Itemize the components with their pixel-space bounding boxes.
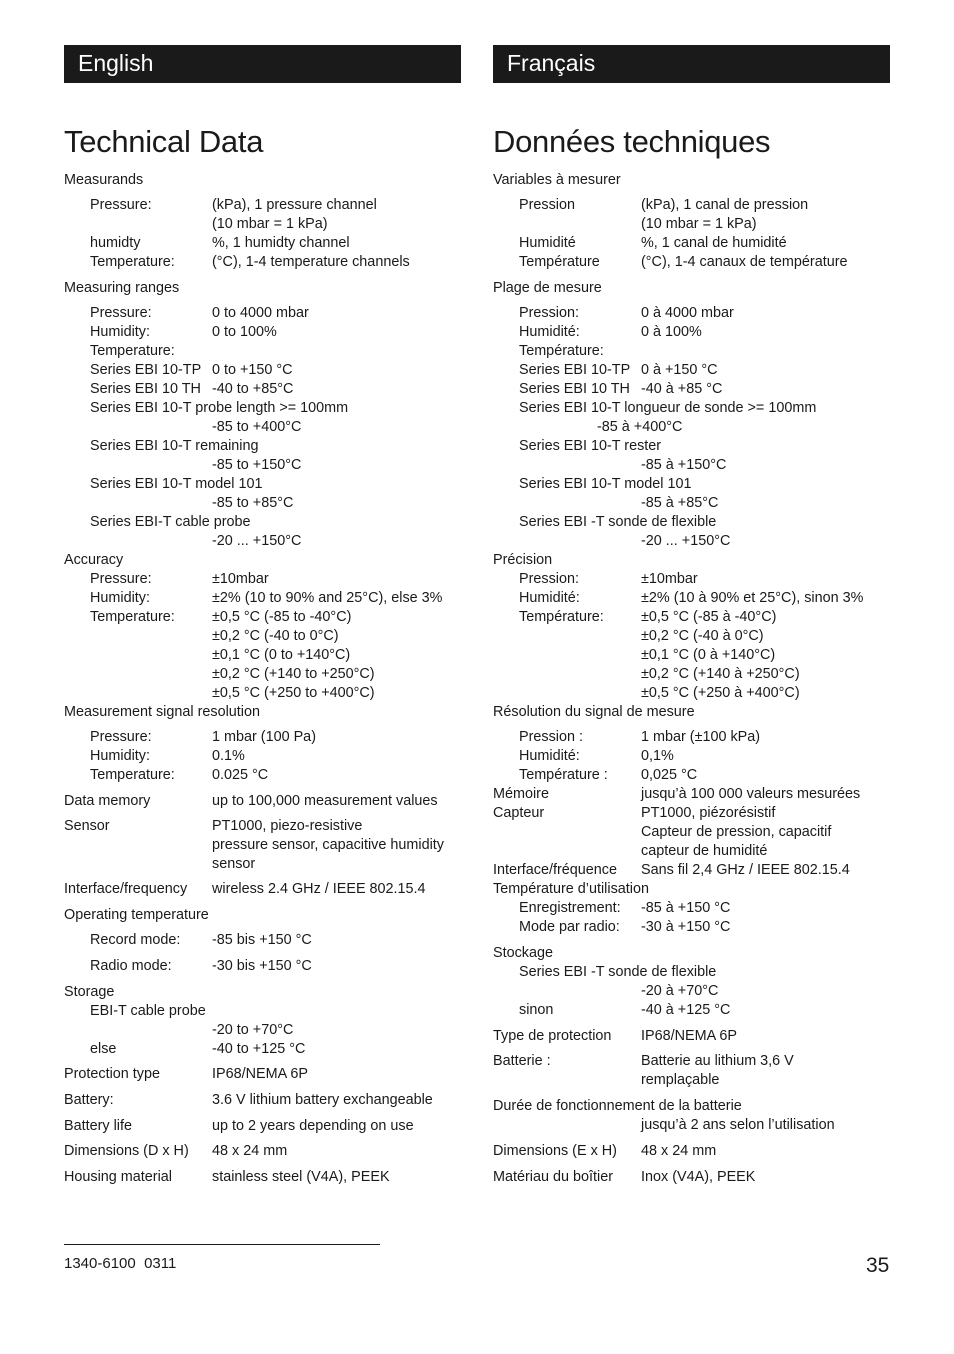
spec-value: up to 2 years depending on use xyxy=(212,1118,414,1134)
spec-row xyxy=(493,323,890,342)
spec-row xyxy=(493,804,890,823)
spec-value: jusqu’à 2 ans selon l’utilisation xyxy=(641,1117,835,1133)
section-label: Measurement signal resolution xyxy=(64,704,260,720)
spec-value: -85 à +85°C xyxy=(641,495,719,511)
spec-value: 3.6 V lithium battery exchangeable xyxy=(212,1092,433,1108)
spec-row xyxy=(493,728,890,747)
spec-label: Humidity: xyxy=(90,748,150,764)
spec-value: remplaçable xyxy=(641,1072,720,1088)
section-label: Résolution du signal de mesure xyxy=(493,704,695,720)
spec-row xyxy=(64,855,461,874)
spec-value: 0 to 4000 mbar xyxy=(212,305,309,321)
spec-value: 48 x 24 mm xyxy=(641,1143,717,1159)
spec-row xyxy=(64,234,461,253)
spec-value: -20 ... +150°C xyxy=(641,533,731,549)
spec-row xyxy=(64,957,461,976)
spec-row xyxy=(64,215,461,234)
spec-value: -20 ... +150°C xyxy=(212,533,302,549)
spec-label: Series EBI -T sonde de flexible xyxy=(519,964,717,980)
section-label: Durée de fonctionnement de la batterie xyxy=(493,1098,742,1114)
spec-row xyxy=(493,234,890,253)
spec-value: 0 à 4000 mbar xyxy=(641,305,734,321)
spec-row xyxy=(493,842,890,861)
spec-row xyxy=(493,1142,890,1161)
section-heading xyxy=(493,944,890,963)
spec-value: Inox (V4A), PEEK xyxy=(641,1169,756,1185)
spec-value: %, 1 canal de humidité xyxy=(641,235,787,251)
spec-value: ±0,5 °C (+250 à +400°C) xyxy=(641,685,800,701)
spec-value: ±2% (10 à 90% et 25°C), sinon 3% xyxy=(641,590,864,606)
spec-value: -85 bis +150 °C xyxy=(212,932,312,948)
spec-value: 0 to 100% xyxy=(212,324,277,340)
spec-value: PT1000, piezo-resistive xyxy=(212,818,363,834)
spec-label: Humidité: xyxy=(519,590,580,606)
spec-value: 48 x 24 mm xyxy=(212,1143,288,1159)
spec-value: ±0,2 °C (+140 to +250°C) xyxy=(212,666,375,682)
spec-value: jusqu’à 100 000 valeurs mesurées xyxy=(641,786,861,802)
spec-list-french xyxy=(493,171,890,1187)
spec-row xyxy=(493,608,890,627)
spec-label: Temperature: xyxy=(90,767,175,783)
page-title-french: Données techniques xyxy=(493,124,771,159)
spec-row xyxy=(64,747,461,766)
spec-value: 0,1% xyxy=(641,748,674,764)
spec-row xyxy=(64,792,461,811)
spec-row xyxy=(64,836,461,855)
section-heading xyxy=(493,703,890,728)
spec-value: (°C), 1-4 temperature channels xyxy=(212,254,410,270)
spec-row xyxy=(64,399,461,418)
spec-row xyxy=(64,880,461,899)
spec-row xyxy=(64,361,461,380)
spec-row xyxy=(493,304,890,323)
spec-label: Record mode: xyxy=(90,932,181,948)
spec-value: sensor xyxy=(212,856,256,872)
spec-value: PT1000, piézorésistif xyxy=(641,805,776,821)
spec-value: -40 à +125 °C xyxy=(641,1002,731,1018)
document-code: 1340-6100 0311 xyxy=(64,1255,177,1272)
spec-label: Pression: xyxy=(519,305,579,321)
spec-value: Batterie au lithium 3,6 V xyxy=(641,1053,794,1069)
section-heading xyxy=(64,171,461,196)
french-column xyxy=(493,45,890,1187)
spec-row xyxy=(64,253,461,272)
spec-value: 0,025 °C xyxy=(641,767,698,783)
spec-value: pressure sensor, capacitive humidity xyxy=(212,837,444,853)
spec-row xyxy=(64,323,461,342)
spec-value: (kPa), 1 pressure channel xyxy=(212,197,377,213)
spec-row xyxy=(64,1040,461,1059)
spec-row xyxy=(493,570,890,589)
spec-row xyxy=(493,513,890,532)
spec-row xyxy=(64,418,461,437)
language-header-french: Français xyxy=(493,45,890,83)
spec-label: Type de protection xyxy=(493,1028,612,1044)
spec-label: Protection type xyxy=(64,1066,160,1082)
section-heading xyxy=(493,880,890,899)
spec-row xyxy=(64,475,461,494)
spec-row xyxy=(493,766,890,785)
spec-value: %, 1 humidty channel xyxy=(212,235,350,251)
spec-value: 1 mbar (±100 kPa) xyxy=(641,729,761,745)
spec-label: Series EBI -T sonde de flexible xyxy=(519,514,717,530)
spec-row xyxy=(493,665,890,684)
spec-row xyxy=(64,665,461,684)
spec-value: IP68/NEMA 6P xyxy=(212,1066,308,1082)
spec-row xyxy=(493,627,890,646)
spec-label: Pressure: xyxy=(90,729,152,745)
spec-value: ±0,2 °C (-40 to 0°C) xyxy=(212,628,339,644)
footer-divider xyxy=(64,1244,380,1245)
section-label: Operating temperature xyxy=(64,907,209,923)
section-label: Température d’utilisation xyxy=(493,881,649,897)
spec-label: Pressure: xyxy=(90,571,152,587)
spec-value: ±0,1 °C (0 to +140°C) xyxy=(212,647,351,663)
spec-value: (10 mbar = 1 kPa) xyxy=(212,216,328,232)
spec-label: else xyxy=(90,1041,117,1057)
spec-label: Series EBI 10 TH xyxy=(90,381,201,397)
spec-value: -85 à +150°C xyxy=(641,457,727,473)
spec-label: Battery: xyxy=(64,1092,114,1108)
page-title-english: Technical Data xyxy=(64,124,264,159)
spec-label: Series EBI 10-T remaining xyxy=(90,438,259,454)
spec-label: Humidité: xyxy=(519,748,580,764)
spec-label: Température: xyxy=(519,609,604,625)
spec-row xyxy=(64,627,461,646)
spec-label: Température: xyxy=(519,343,604,359)
section-heading xyxy=(64,703,461,728)
spec-value: 0.025 °C xyxy=(212,767,269,783)
section-heading xyxy=(493,171,890,196)
spec-label: Température xyxy=(519,254,600,270)
spec-value: -20 à +70°C xyxy=(641,983,719,999)
spec-row xyxy=(64,532,461,551)
spec-value: ±0,2 °C (+140 à +250°C) xyxy=(641,666,800,682)
spec-row xyxy=(493,1116,890,1135)
section-label: Variables à mesurer xyxy=(493,172,621,188)
spec-value: stainless steel (V4A), PEEK xyxy=(212,1169,390,1185)
spec-row xyxy=(493,646,890,665)
spec-label: Series EBI 10 TH xyxy=(519,381,630,397)
language-header-english: English xyxy=(64,45,461,83)
section-heading xyxy=(64,983,461,1002)
spec-value: -30 bis +150 °C xyxy=(212,958,312,974)
spec-label: Series EBI 10-T model 101 xyxy=(519,476,692,492)
spec-value: capteur de humidité xyxy=(641,843,768,859)
spec-row xyxy=(64,646,461,665)
spec-row xyxy=(493,1001,890,1020)
spec-value: ±0,5 °C (-85 to -40°C) xyxy=(212,609,352,625)
spec-label: Battery life xyxy=(64,1118,132,1134)
spec-label: Température : xyxy=(519,767,608,783)
spec-value: ±0,5 °C (-85 à -40°C) xyxy=(641,609,777,625)
spec-label: Sensor xyxy=(64,818,110,834)
spec-row xyxy=(64,570,461,589)
spec-row xyxy=(493,589,890,608)
spec-value: IP68/NEMA 6P xyxy=(641,1028,737,1044)
spec-label: Housing material xyxy=(64,1169,172,1185)
spec-label: Interface/fréquence xyxy=(493,862,617,878)
spec-label: EBI-T cable probe xyxy=(90,1003,206,1019)
spec-row xyxy=(64,1065,461,1084)
spec-row xyxy=(64,1117,461,1136)
spec-label: Series EBI 10-TP xyxy=(90,362,202,378)
section-heading xyxy=(493,551,890,570)
spec-row xyxy=(64,1021,461,1040)
section-label: Measuring ranges xyxy=(64,280,180,296)
spec-row xyxy=(64,817,461,836)
spec-value: -85 à +400°C xyxy=(597,419,683,435)
spec-label: Humidity: xyxy=(90,590,150,606)
spec-row xyxy=(64,608,461,627)
spec-value: ±0,1 °C (0 à +140°C) xyxy=(641,647,776,663)
spec-value: Capteur de pression, capacitif xyxy=(641,824,832,840)
spec-label: Humidity: xyxy=(90,324,150,340)
spec-label: Pression: xyxy=(519,571,579,587)
section-heading xyxy=(493,1097,890,1116)
spec-value: up to 100,000 measurement values xyxy=(212,793,438,809)
spec-value: 0.1% xyxy=(212,748,245,764)
spec-value: -20 to +70°C xyxy=(212,1022,294,1038)
spec-row xyxy=(64,589,461,608)
spec-row xyxy=(493,1027,890,1046)
spec-row xyxy=(64,513,461,532)
spec-row xyxy=(493,418,890,437)
spec-row xyxy=(493,532,890,551)
spec-row xyxy=(493,196,890,215)
spec-value: -30 à +150 °C xyxy=(641,919,731,935)
spec-row xyxy=(493,342,890,361)
spec-row xyxy=(493,1168,890,1187)
spec-row xyxy=(493,1071,890,1090)
spec-value: ±2% (10 to 90% and 25°C), else 3% xyxy=(212,590,443,606)
spec-label: Temperature: xyxy=(90,609,175,625)
spec-label: Temperature: xyxy=(90,254,175,270)
spec-value: 0 à +150 °C xyxy=(641,362,718,378)
english-column xyxy=(64,45,461,1187)
spec-label: Data memory xyxy=(64,793,151,809)
spec-label: Series EBI 10-T rester xyxy=(519,438,662,454)
spec-value: ±0,2 °C (-40 à 0°C) xyxy=(641,628,764,644)
spec-label: Mode par radio: xyxy=(519,919,620,935)
spec-label: Series EBI 10-T model 101 xyxy=(90,476,263,492)
spec-row xyxy=(493,456,890,475)
spec-value: -40 à +85 °C xyxy=(641,381,723,397)
spec-row xyxy=(493,899,890,918)
spec-value: (°C), 1-4 canaux de température xyxy=(641,254,848,270)
spec-value: -85 à +150 °C xyxy=(641,900,731,916)
spec-value: -40 to +125 °C xyxy=(212,1041,306,1057)
spec-value: 0 à 100% xyxy=(641,324,702,340)
spec-label: Pressure: xyxy=(90,305,152,321)
spec-row xyxy=(64,437,461,456)
spec-label: humidty xyxy=(90,235,141,251)
section-heading xyxy=(493,279,890,304)
spec-row xyxy=(493,253,890,272)
spec-row xyxy=(493,918,890,937)
spec-row xyxy=(64,196,461,215)
section-label: Stockage xyxy=(493,945,554,961)
spec-value: 0 to +150 °C xyxy=(212,362,293,378)
section-heading xyxy=(64,279,461,304)
spec-list-english xyxy=(64,171,461,1187)
section-heading xyxy=(64,551,461,570)
spec-row xyxy=(64,766,461,785)
spec-row xyxy=(64,1168,461,1187)
spec-label: Interface/frequency xyxy=(64,881,188,897)
spec-row xyxy=(493,684,890,703)
spec-row xyxy=(64,494,461,513)
spec-row xyxy=(64,304,461,323)
spec-row xyxy=(64,342,461,361)
section-label: Storage xyxy=(64,984,115,1000)
spec-row xyxy=(493,982,890,1001)
section-heading xyxy=(64,906,461,925)
spec-row xyxy=(493,437,890,456)
spec-label: Humidité: xyxy=(519,324,580,340)
spec-value: (10 mbar = 1 kPa) xyxy=(641,216,757,232)
spec-row xyxy=(493,399,890,418)
spec-label: Pression xyxy=(519,197,575,213)
spec-value: -85 to +400°C xyxy=(212,419,302,435)
spec-label: Batterie : xyxy=(493,1053,551,1069)
spec-label: Capteur xyxy=(493,805,545,821)
spec-label: Dimensions (D x H) xyxy=(64,1143,189,1159)
spec-value: -85 to +85°C xyxy=(212,495,294,511)
spec-label: Temperature: xyxy=(90,343,175,359)
spec-row xyxy=(64,456,461,475)
spec-row xyxy=(64,684,461,703)
spec-value: Sans fil 2,4 GHz / IEEE 802.15.4 xyxy=(641,862,850,878)
spec-label: Series EBI 10-TP xyxy=(519,362,631,378)
page-number: 35 xyxy=(866,1254,890,1277)
spec-label: Enregistrement: xyxy=(519,900,621,916)
spec-row xyxy=(493,475,890,494)
spec-value: ±10mbar xyxy=(212,571,269,587)
spec-row xyxy=(64,931,461,950)
spec-row xyxy=(64,728,461,747)
spec-row xyxy=(493,380,890,399)
spec-value: -85 to +150°C xyxy=(212,457,302,473)
spec-label: Mémoire xyxy=(493,786,549,802)
spec-row xyxy=(493,963,890,982)
spec-value: ±0,5 °C (+250 to +400°C) xyxy=(212,685,375,701)
spec-row xyxy=(493,215,890,234)
spec-row xyxy=(64,1002,461,1021)
spec-row xyxy=(493,785,890,804)
section-label: Plage de mesure xyxy=(493,280,602,296)
spec-label: Series EBI 10-T longueur de sonde >= 100mm xyxy=(519,400,817,416)
spec-value: 1 mbar (100 Pa) xyxy=(212,729,316,745)
spec-label: Series EBI 10-T probe length >= 100mm xyxy=(90,400,349,416)
spec-label: Pression : xyxy=(519,729,583,745)
spec-row xyxy=(64,380,461,399)
spec-label: Pressure: xyxy=(90,197,152,213)
section-label: Measurands xyxy=(64,172,144,188)
spec-row xyxy=(64,1142,461,1161)
spec-label: Series EBI-T cable probe xyxy=(90,514,251,530)
spec-row xyxy=(64,1091,461,1110)
section-label: Accuracy xyxy=(64,552,124,568)
spec-row xyxy=(493,747,890,766)
spec-row xyxy=(493,1052,890,1071)
spec-label: sinon xyxy=(519,1002,554,1018)
spec-value: -40 to +85°C xyxy=(212,381,294,397)
spec-row xyxy=(493,494,890,513)
spec-label: Dimensions (E x H) xyxy=(493,1143,617,1159)
spec-row xyxy=(493,861,890,880)
section-label: Précision xyxy=(493,552,553,568)
spec-label: Matériau du boîtier xyxy=(493,1169,613,1185)
spec-label: Humidité xyxy=(519,235,576,251)
spec-label: Radio mode: xyxy=(90,958,172,974)
spec-value: (kPa), 1 canal de pression xyxy=(641,197,809,213)
spec-value: ±10mbar xyxy=(641,571,698,587)
spec-value: wireless 2.4 GHz / IEEE 802.15.4 xyxy=(212,881,426,897)
spec-row xyxy=(493,823,890,842)
spec-row xyxy=(493,361,890,380)
